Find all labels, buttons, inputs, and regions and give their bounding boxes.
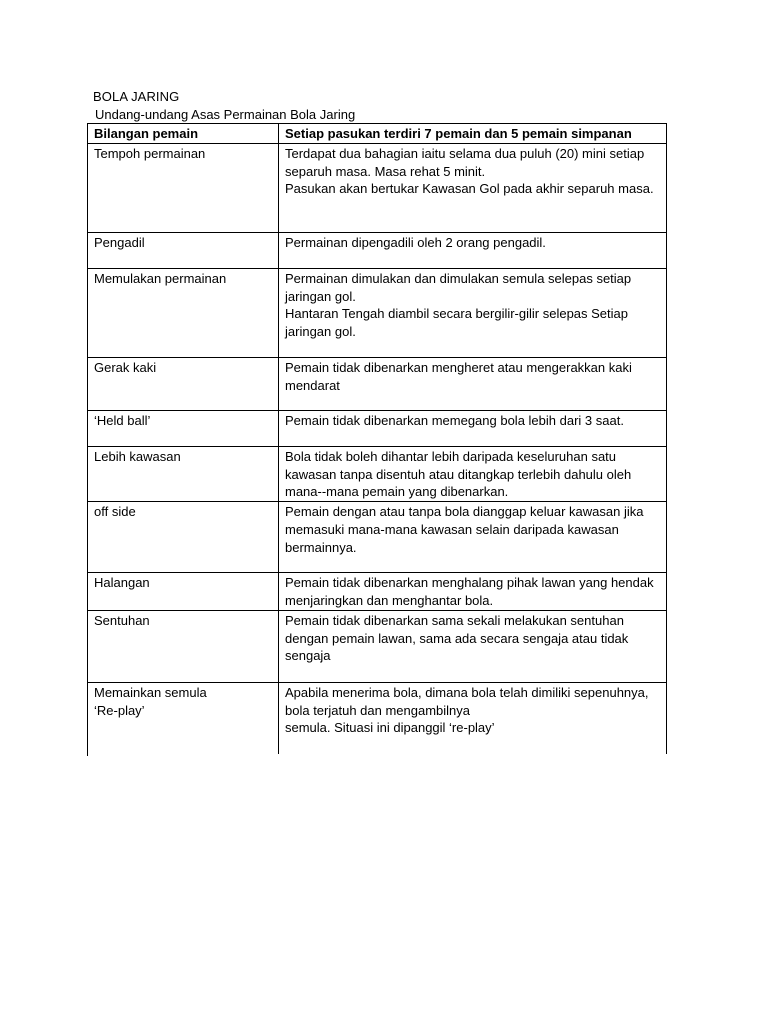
rule-label-cell xyxy=(88,682,279,754)
rule-label-cell xyxy=(88,610,279,682)
table-row xyxy=(88,357,667,410)
rule-description: Pemain dengan atau tanpa bola dianggap keluar kawasan jika memasuki mana-mana kawasan selain daripada kawasan bermainnya. xyxy=(285,504,644,555)
rule-label-cell xyxy=(88,357,279,410)
table-row xyxy=(88,502,667,573)
rule-description: Hantaran Tengah diambil secara bergilir-gilir selepas Setiap jaringan gol. xyxy=(285,306,629,340)
table-row xyxy=(88,682,667,754)
rule-label-cell xyxy=(88,410,279,446)
header-label: Bilangan pemain xyxy=(88,124,279,144)
rule-description: Permainan dipengadili oleh 2 orang pengadil. xyxy=(285,234,546,250)
rule-label: Tempoh permainan xyxy=(94,145,206,161)
rule-description-cell xyxy=(279,232,667,268)
rule-description-cell xyxy=(279,446,667,501)
rule-description: Permainan dimulakan dan dimulakan semula selepas setiap jaringan gol. xyxy=(285,270,632,304)
rule-description: Apabila menerima bola, dimana bola telah dimiliki sepenuhnya, bola terjatuh dan mengambilnya xyxy=(285,684,649,718)
rule-description: Pemain tidak dibenarkan mengheret atau mengerakkan kaki mendarat xyxy=(285,359,632,393)
rule-label-cell xyxy=(88,232,279,268)
rule-label: off side xyxy=(94,504,136,520)
table-row xyxy=(88,446,667,501)
rule-description: semula. Situasi ini dipanggil ‘re-play’ xyxy=(285,720,495,736)
rule-label-cell xyxy=(88,573,279,611)
rule-label-cell xyxy=(88,502,279,573)
table-row xyxy=(88,268,667,357)
rule-description-cell xyxy=(279,410,667,446)
rule-label: Lebih kawasan xyxy=(94,448,181,464)
rule-label: ‘Held ball’ xyxy=(94,412,151,428)
rule-label-cell xyxy=(88,446,279,501)
table-edge-mark xyxy=(87,752,88,756)
rule-description-cell xyxy=(279,143,667,232)
rule-label-cell xyxy=(88,268,279,357)
rule-label: Memulakan permainan xyxy=(94,270,227,286)
table-row xyxy=(88,143,667,232)
rule-label: ‘Re-play’ xyxy=(94,702,145,718)
rules-table xyxy=(87,123,667,754)
rule-description: Pemain tidak dibenarkan menghalang pihak lawan yang hendak menjaringkan dan menghantar bola. xyxy=(285,575,654,608)
rule-description: Pasukan akan bertukar Kawasan Gol pada akhir separuh masa. xyxy=(285,181,654,197)
document-subtitle: Undang-undang Asas Permainan Bola Jaring xyxy=(95,107,356,122)
rule-description-cell xyxy=(279,682,667,754)
table-row xyxy=(88,610,667,682)
header-value: Setiap pasukan terdiri 7 pemain dan 5 pemain simpanan xyxy=(279,124,667,144)
rule-description-cell xyxy=(279,610,667,682)
rule-description-cell xyxy=(279,357,667,410)
table-row xyxy=(88,573,667,611)
document-title: BOLA JARING xyxy=(93,89,180,104)
rule-description-cell xyxy=(279,573,667,611)
table-row xyxy=(88,410,667,446)
rule-label: Memainkan semula xyxy=(94,684,207,700)
rule-description: Pemain tidak dibenarkan sama sekali melakukan sentuhan dengan pemain lawan, sama ada secara sengaja atau tidak sengaja xyxy=(285,612,629,664)
rule-label: Halangan xyxy=(94,575,150,591)
rule-description: Terdapat dua bahagian iaitu selama dua puluh (20) mini setiap separuh masa. Masa rehat 5 minit. xyxy=(285,145,645,179)
rule-label-cell xyxy=(88,143,279,232)
rule-description: Bola tidak boleh dihantar lebih daripada keseluruhan satu kawasan tanpa disentuh atau ditangkap terlebih dahulu oleh mana--mana pemain yang dibenarkan. xyxy=(285,448,632,500)
rule-label: Pengadil xyxy=(94,234,145,250)
rule-description-cell xyxy=(279,502,667,573)
table-row xyxy=(88,232,667,268)
rule-label: Sentuhan xyxy=(94,612,150,628)
rule-description: Pemain tidak dibenarkan memegang bola lebih dari 3 saat. xyxy=(285,412,624,428)
rule-label: Gerak kaki xyxy=(94,359,157,375)
table-header-row xyxy=(88,124,667,144)
rule-description-cell xyxy=(279,268,667,357)
